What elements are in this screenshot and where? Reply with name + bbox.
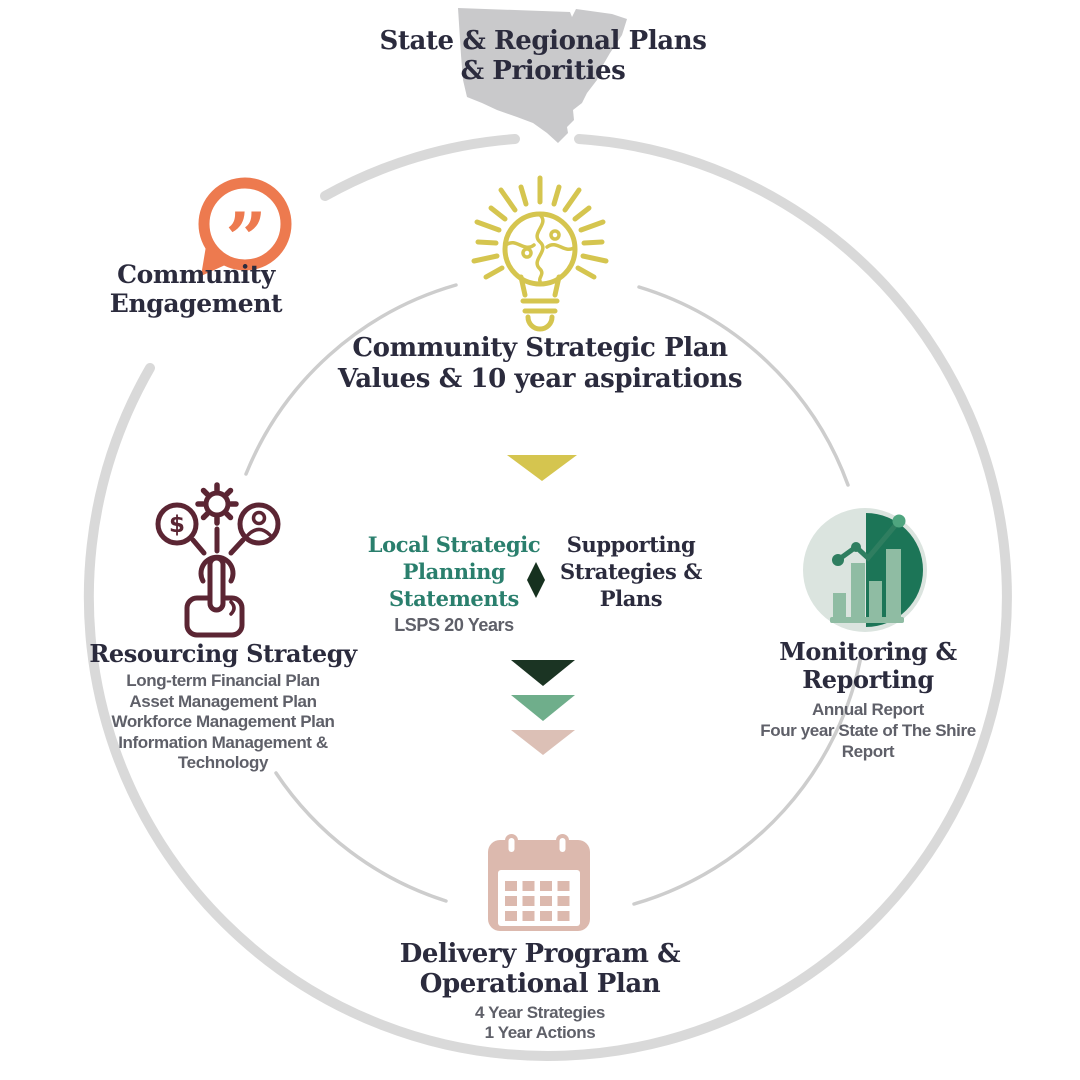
person-glyph [240, 505, 278, 543]
hand-dollar-gear-person-icon [158, 485, 278, 635]
down-arrow-dark-green [511, 660, 575, 686]
resourcing-strategy-label [89, 640, 356, 774]
lightbulb-puzzle-icon [474, 178, 606, 329]
community-strategic-plan-label [338, 333, 742, 395]
csp-title: Community Strategic Plan [352, 333, 728, 363]
state-regional-plans-label [379, 26, 706, 86]
resourcing-item: Technology [177, 753, 269, 772]
monitoring-reporting-label [760, 638, 976, 762]
csp-subtitle: Values & 10 year aspirations [337, 364, 743, 394]
monitoring-title-line1: Monitoring & [779, 637, 957, 666]
resourcing-item: Asset Management Plan [129, 691, 317, 711]
delivery-title-line2: Operational Plan [419, 969, 661, 999]
down-arrow-green [511, 695, 575, 721]
delivery-item-list [400, 1003, 681, 1043]
resourcing-item: Information Management & [118, 732, 328, 752]
lsps-label [368, 531, 541, 635]
lsps-duration: LSPS 20 Years [394, 615, 514, 635]
monitoring-item: Annual Report [812, 700, 924, 719]
supporting-line1: Supporting [566, 532, 696, 557]
quote-marks: ” [225, 196, 267, 281]
supporting-line2: Strategies & [560, 559, 702, 584]
lsps-line3: Statements [389, 586, 519, 611]
supporting-strategies-label [560, 531, 702, 612]
state-plans-line2: & Priorities [460, 56, 626, 86]
down-arrow-yellow [507, 455, 577, 481]
gear-glyph [198, 485, 236, 523]
dollar-sign: $ [168, 512, 186, 538]
monitoring-item: Four year State of The Shire [760, 721, 976, 740]
monitoring-report-list [760, 699, 976, 762]
community-engagement-line2: Engagement [109, 289, 283, 318]
resourcing-title: Resourcing Strategy [89, 639, 357, 668]
lsps-line1: Local Strategic [367, 532, 541, 557]
monitoring-item: Report [841, 742, 895, 761]
supporting-line3: Plans [599, 586, 663, 611]
delivery-title-line1: Delivery Program & [399, 939, 681, 969]
state-plans-line1: State & Regional Plans [379, 26, 707, 56]
down-arrow-pink [511, 730, 575, 755]
resourcing-plan-list [89, 671, 356, 774]
resourcing-item: Workforce Management Plan [111, 712, 335, 731]
community-engagement-label [110, 260, 282, 318]
delivery-item: 4 Year Strategies [475, 1003, 605, 1022]
growth-chart-icon [803, 508, 927, 632]
resourcing-item: Long-term Financial Plan [126, 671, 320, 690]
calendar-icon [488, 834, 590, 931]
delivery-item: 1 Year Actions [484, 1023, 596, 1042]
community-engagement-line1: Community [117, 260, 275, 289]
monitoring-title-line2: Reporting [802, 665, 934, 694]
lsps-line2: Planning [402, 559, 506, 584]
delivery-program-label [400, 939, 681, 1043]
